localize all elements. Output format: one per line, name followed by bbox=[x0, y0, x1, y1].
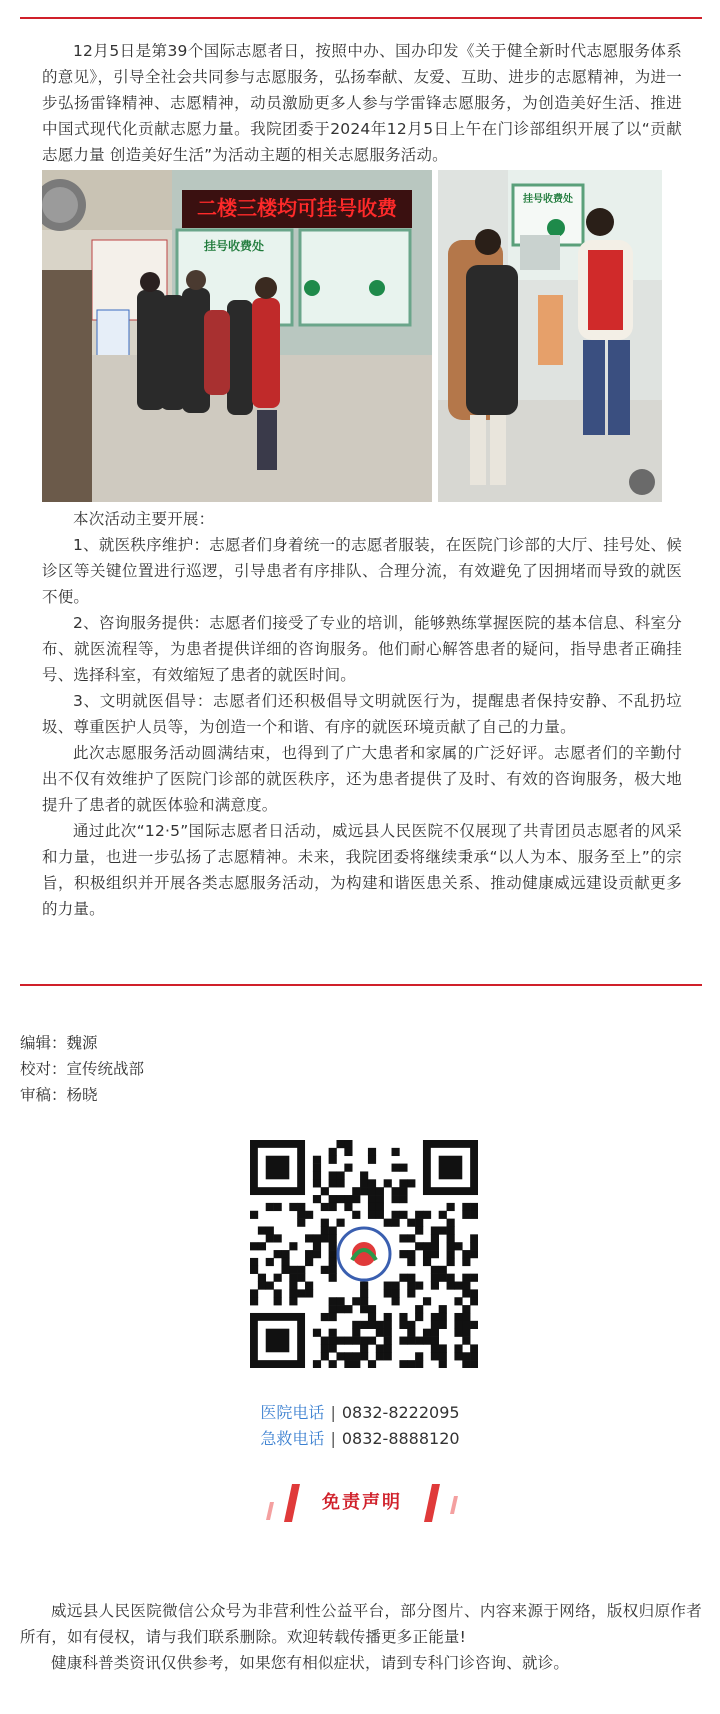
summary-paragraph: 此次志愿服务活动圆满结束，也得到了广大患者和家属的广泛好评。志愿者们的辛勤付出不仅有效维护了医院门诊部的就医秩序，还为患者提供了及时、有效的咨询服务，极大地提升了患者的就医体验和满意度。 bbox=[42, 744, 682, 814]
disclaimer-body bbox=[20, 1598, 702, 1676]
wechat-qr-code bbox=[250, 1140, 478, 1368]
item-civilized-care: 3、文明就医倡导：志愿者们还积极倡导文明就医行为，提醒患者保持安静、不乱扔垃圾、尊重医护人员等，为创造一个和谐、有序的就医环境贡献了自己的力量。 bbox=[42, 692, 682, 736]
photo-registration-hall bbox=[42, 170, 432, 502]
article-body bbox=[42, 38, 682, 922]
top-divider bbox=[20, 17, 702, 19]
emergency-phone-row bbox=[0, 1426, 720, 1452]
hospital-phone-row bbox=[0, 1400, 720, 1426]
credits-block bbox=[20, 1030, 144, 1108]
emergency-phone-label: 急救电话 bbox=[260, 1429, 325, 1448]
disclaimer-copyright: 威远县人民医院微信公众号为非营利性公益平台，部分图片、内容来源于网络，版权归原作者所有，如有侵权，请与我们联系删除。欢迎转载传播更多正能量! bbox=[20, 1602, 702, 1646]
lead-paragraph: 本次活动主要开展： bbox=[73, 510, 215, 528]
proofread-line: 校对：宣传统战部 bbox=[20, 1060, 145, 1078]
emergency-phone-number[interactable]: 0832-8888120 bbox=[341, 1429, 460, 1448]
hospital-phone-label: 医院电话 bbox=[260, 1403, 325, 1422]
intro-paragraph: 12月5日是第39个国际志愿者日，按照中办、国办印发《关于健全新时代志愿服务体系的意见》，引导全社会共同参与志愿服务，弘扬奉献、友爱、互助、进步的志愿精神，为进一步弘扬雷锋精神、志愿精神，动员激励更多人参与学雷锋志愿服务，为创造美好生活、推进中国式现代化贡献志愿力量。我院团委于2024年12月5日上午在门诊部组织开展了以“贡献志愿力量 创造美好生活”为活动主题的相关志愿服务活动。 bbox=[42, 42, 682, 164]
hospital-phone-separator: | bbox=[330, 1403, 336, 1422]
qr-code-graphic bbox=[250, 1140, 478, 1368]
item-order-maintenance: 1、就医秩序维护：志愿者们身着统一的志愿者服装，在医院门诊部的大厅、挂号处、候诊区等关键位置进行巡逻，引导患者有序排队、合理分流，有效避免了因拥堵而导致的就医不便。 bbox=[42, 536, 682, 606]
review-line: 审稿：杨晓 bbox=[20, 1086, 98, 1104]
hospital-phone-number[interactable]: 0832-8222095 bbox=[341, 1403, 460, 1422]
led-sign-text: 二楼三楼均可挂号收费 bbox=[197, 196, 397, 220]
disclaimer-header bbox=[262, 1480, 462, 1526]
disclaimer-health-notice: 健康科普类资讯仅供参考，如果您有相似症状，请到专科门诊咨询、就诊。 bbox=[51, 1654, 570, 1672]
right-counter-label: 挂号收费处 bbox=[523, 194, 573, 205]
photo-row bbox=[42, 170, 682, 502]
disclaimer-title: 免责声明 bbox=[322, 1492, 402, 1513]
editor-line: 编辑：魏源 bbox=[20, 1034, 98, 1052]
emergency-phone-separator: | bbox=[330, 1429, 336, 1448]
photo-volunteer-guiding bbox=[438, 170, 662, 502]
left-counter-label: 挂号收费处 bbox=[203, 239, 265, 253]
bottom-divider bbox=[20, 984, 702, 986]
outlook-paragraph: 通过此次“12·5”国际志愿者日活动，威远县人民医院不仅展现了共青团员志愿者的风采和力量，也进一步弘扬了志愿精神。未来，我院团委将继续秉承“以人为本、服务至上”的宗旨，积极组织并开展各类志愿服务活动，为构建和谐医患关系、推动健康威远建设贡献更多的力量。 bbox=[42, 822, 682, 918]
item-consultation-service: 2、咨询服务提供：志愿者们接受了专业的培训，能够熟练掌握医院的基本信息、科室分布、就医流程等，为患者提供详细的咨询服务。他们耐心解答患者的疑问，指导患者正确挂号、选择科室，有效缩短了患者的就医时间。 bbox=[42, 614, 682, 684]
